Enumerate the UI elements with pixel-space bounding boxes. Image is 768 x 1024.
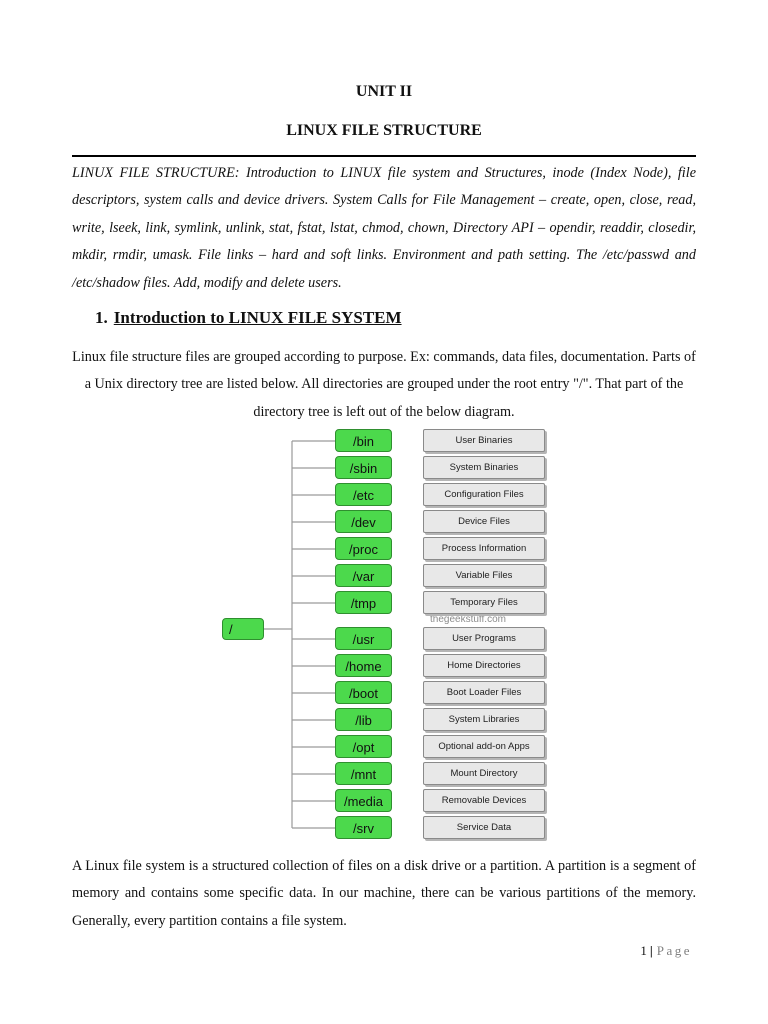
- page-number: 1: [640, 943, 647, 958]
- section-number: 1.: [95, 308, 108, 327]
- section-title: Introduction to LINUX FILE SYSTEM: [113, 308, 402, 327]
- directory-description: Variable Files: [423, 564, 545, 587]
- page-word: Page: [656, 943, 692, 958]
- syllabus-paragraph: LINUX FILE STRUCTURE: Introduction to LINUX file system and Structures, inode (Index Node), file descriptors, system calls and device drivers. System Calls for File Management – create, open, close, read, write, lseek, link, symlink, unlink, stat, fstat, lstat, chmod, chown, Directory API – opendir, readdir, closedir, mkdir, rmdir, umask. File links – hard and soft links. Environment and path setting. The /etc/passwd and /etc/shadow files. Add, modify and delete users.: [72, 165, 696, 291]
- directory-node: /proc: [335, 537, 392, 560]
- directory-node: /usr: [335, 627, 392, 650]
- directory-node: /lib: [335, 708, 392, 731]
- horizontal-rule: [72, 155, 696, 157]
- footer-separator: |: [649, 943, 653, 958]
- directory-description: Home Directories: [423, 654, 545, 677]
- directory-node: /media: [335, 789, 392, 812]
- directory-node: /boot: [335, 681, 392, 704]
- directory-description: Configuration Files: [423, 483, 545, 506]
- directory-description: Temporary Files: [423, 591, 545, 614]
- directory-node: /home: [335, 654, 392, 677]
- directory-node: /opt: [335, 735, 392, 758]
- directory-description: User Binaries: [423, 429, 545, 452]
- directory-node: /mnt: [335, 762, 392, 785]
- directory-node: /srv: [335, 816, 392, 839]
- directory-node: /bin: [335, 429, 392, 452]
- page-footer: [640, 943, 692, 959]
- closing-paragraph: A Linux file system is a structured collection of files on a disk drive or a partition. A partition is a segment of memory and contains some specific data. In our machine, there can be various partitions of the memory. Generally, every partition contains a file system.: [72, 858, 696, 929]
- directory-description: Mount Directory: [423, 762, 545, 785]
- directory-description: Process Information: [423, 537, 545, 560]
- directory-node: /etc: [335, 483, 392, 506]
- directory-node: /dev: [335, 510, 392, 533]
- directory-description: Service Data: [423, 816, 545, 839]
- directory-description: Boot Loader Files: [423, 681, 545, 704]
- unit-title: UNIT II: [355, 83, 413, 100]
- chapter-title: LINUX FILE STRUCTURE: [286, 122, 482, 139]
- directory-description: User Programs: [423, 627, 545, 650]
- directory-description: Device Files: [423, 510, 545, 533]
- diagram-watermark: thegeekstuff.com: [430, 614, 506, 625]
- directory-node: /sbin: [335, 456, 392, 479]
- section-heading: [95, 308, 402, 328]
- directory-tree-diagram: [220, 426, 550, 842]
- directory-description: System Binaries: [423, 456, 545, 479]
- directory-description: Optional add-on Apps: [423, 735, 545, 758]
- directory-node: /var: [335, 564, 392, 587]
- intro-paragraph: Linux file structure files are grouped according to purpose. Ex: commands, data files, documentation. Parts of a Unix directory tree are listed below. All directories are grouped under the root entry "/". That part of the directory tree is left out of the below diagram.: [72, 349, 696, 420]
- directory-description: Removable Devices: [423, 789, 545, 812]
- directory-node: /tmp: [335, 591, 392, 614]
- directory-description: System Libraries: [423, 708, 545, 731]
- root-directory-node: /: [222, 618, 264, 640]
